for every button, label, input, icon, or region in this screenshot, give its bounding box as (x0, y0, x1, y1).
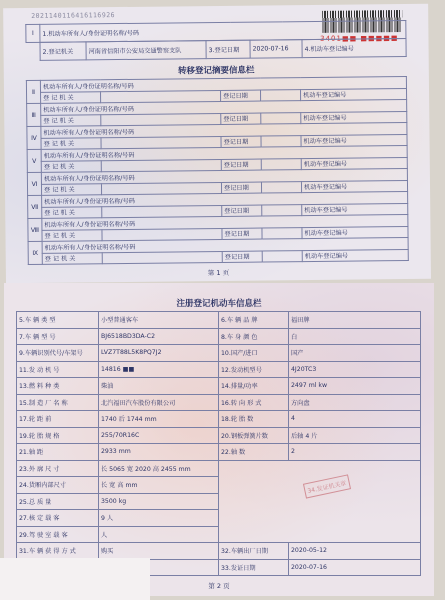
transfer-reg-no-label: 机动车登记编号 (301, 134, 407, 147)
vehicle-info-row (17, 394, 421, 411)
field-label-right: 6.车 辆 品 牌 (219, 312, 289, 329)
transfer-date-label: 登记日期 (220, 90, 260, 102)
transfer-row-number: Ⅳ (27, 126, 41, 149)
vehicle-info-row (17, 460, 421, 477)
transfer-reg-no-label: 机动车登记编号 (301, 157, 407, 170)
field-label-right: 14.排量/功率 (219, 378, 289, 395)
transfer-row-number: Ⅶ (28, 195, 42, 218)
transfer-owner-label: 机动车所有人/身份证明名称/号码 (41, 146, 407, 161)
vehicle-info-row (17, 378, 421, 395)
field-label-right: 16.转 向 形 式 (219, 394, 289, 411)
field-value-right: 福田牌 (289, 312, 421, 329)
transfer-date-value (261, 158, 301, 170)
field-label-left: 25.总 质 量 (17, 493, 99, 510)
issue-date-label: 33.发证日期 (219, 559, 289, 576)
field-label-right: 10.国产/进口 (219, 345, 289, 362)
field-value-right: 4 (289, 411, 421, 428)
vehicle-info-row (17, 328, 421, 345)
transfer-owner-label: 机动车所有人/身份证明名称/号码 (40, 77, 406, 92)
field-value-right: 2020-05-12 (289, 543, 421, 560)
date-value: 2020-07-16 (250, 40, 302, 59)
field-label-left: 11.发 动 机 号 (17, 361, 99, 378)
date-label: 3.登记日期 (206, 40, 250, 58)
field-label-left: 15.制 造 厂 名 称 (17, 394, 99, 411)
vehicle-info-title: 注册登记机动车信息栏 (176, 299, 262, 309)
vehicle-info-row (17, 345, 421, 362)
transfer-owner-label: 机动车所有人/身份证明名称/号码 (41, 100, 407, 115)
field-value-left: 长 宽 高 mm (99, 477, 219, 494)
serial-number: 2021140116416116926 (31, 11, 116, 20)
transfer-date-label: 登记日期 (222, 228, 262, 240)
field-value-right: 2497 ml kw (289, 378, 421, 395)
paper-scrap (0, 558, 150, 600)
transfer-section-title: 转移登记摘要信息栏 (177, 65, 255, 77)
field-label-left: 13.燃 料 种 类 (17, 378, 99, 395)
transfer-row-number: Ⅸ (28, 241, 42, 264)
field-label-right: 22.轴 数 (219, 444, 289, 461)
field-label-left: 17.轮 距 前 (17, 411, 99, 428)
field-label-left: 24.货厢内部尺寸 (17, 477, 99, 494)
field-value-left: 255/70R16C (99, 427, 219, 444)
page-number-2: 第 2 页 (208, 582, 230, 590)
transfer-reg-no-label: 机动车登记编号 (301, 111, 407, 124)
transfer-authority-label: 登 记 机 关 (41, 183, 101, 195)
transfer-reg-no-label: 机动车登记编号 (300, 88, 406, 101)
row-number: Ⅰ (26, 24, 40, 42)
field-value-left: 9 人 (99, 510, 219, 527)
vehicle-info-row (17, 427, 421, 444)
transfer-date-value (261, 112, 301, 124)
transfer-date-value (262, 250, 302, 262)
field-label-right: 18.轮 胎 数 (219, 411, 289, 428)
field-value-left: BJ6518BD3DA-C2 (99, 328, 219, 345)
transfer-date-value (262, 204, 302, 216)
stamp-area (219, 460, 421, 543)
transfer-authority-label: 登 记 机 关 (42, 229, 102, 241)
transfer-reg-no-label: 机动车登记编号 (302, 203, 408, 216)
transfer-owner-label: 机动车所有人/身份证明名称/号码 (41, 169, 407, 184)
transfer-date-label: 登记日期 (222, 251, 262, 263)
field-label-right: 12.发动机型号 (219, 361, 289, 378)
owner-label: 1.机动车所有人/身份证明名称/号码 (40, 21, 406, 43)
transfer-owner-label: 机动车所有人/身份证明名称/号码 (42, 215, 408, 230)
field-value-right: 方向盘 (289, 394, 421, 411)
registration-page-1 (3, 4, 431, 283)
field-label-left: 23.外 廓 尺 寸 (17, 460, 99, 477)
field-value-right: 2 (289, 444, 421, 461)
registration-page-2 (4, 283, 434, 596)
authority-value: 河南省信阳市公安局交通警察支队 (86, 41, 206, 60)
transfer-reg-no-label: 机动车登记编号 (302, 249, 408, 262)
field-label-left: 27.核 定 载 客 (17, 510, 99, 527)
field-value-right: 4J20TC3 (289, 361, 421, 378)
field-label-left: 31.车 辆 获 得 方 式 (17, 543, 99, 560)
red-code: 3401■■ ■■■■■ (320, 34, 399, 43)
transfer-date-label: 登记日期 (221, 182, 261, 194)
page-number-1: 第 1 页 (207, 268, 230, 278)
transfer-reg-no-label: 机动车登记编号 (301, 180, 407, 193)
issue-date-value: 2020-07-16 (289, 559, 421, 576)
field-label-right: 32.车辆出厂日期 (219, 543, 289, 560)
authority-label: 2.登记机关 (40, 42, 86, 60)
field-value-left: 2933 mm (99, 444, 219, 461)
field-value-right: 国产 (289, 345, 421, 362)
vehicle-info-table (16, 311, 421, 576)
field-label-left: 5.车 辆 类 型 (17, 312, 99, 329)
transfer-date-value (260, 89, 300, 101)
field-value-left: 小型普通客车 (99, 312, 219, 329)
transfer-authority-label: 登 记 机 关 (41, 91, 101, 103)
field-value-right: 后轴 4 片 (289, 427, 421, 444)
vehicle-info-row (17, 361, 421, 378)
transfer-date-value (261, 135, 301, 147)
transfer-authority-label: 登 记 机 关 (42, 206, 102, 218)
transfer-table (26, 76, 409, 265)
field-value-left: 3500 kg (99, 493, 219, 510)
field-value-right: 白 (289, 328, 421, 345)
field-value-left: 北汽福田汽车股份有限公司 (99, 394, 219, 411)
field-label-left: 9.车辆识别代号/车架号 (17, 345, 99, 362)
field-label-left: 29.驾 驶 室 载 客 (17, 526, 99, 543)
field-label-left: 21.轴 距 (17, 444, 99, 461)
transfer-authority-label: 登 记 机 关 (42, 252, 102, 264)
transfer-date-value (261, 181, 301, 193)
vehicle-info-row (17, 411, 421, 428)
field-value-left: LVZ7T88L5K8PQ7J2 (99, 345, 219, 362)
field-value-left: 购买 (99, 543, 219, 560)
transfer-date-label: 登记日期 (221, 113, 261, 125)
transfer-row-number: Ⅲ (27, 103, 41, 126)
field-label-right: 8.车 身 颜 色 (219, 328, 289, 345)
transfer-authority-value (102, 251, 222, 264)
transfer-row-number: Ⅷ (28, 218, 42, 241)
field-value-left: 1740 后 1744 mm (99, 411, 219, 428)
transfer-row-number: Ⅱ (26, 80, 40, 103)
transfer-authority-label: 登 记 机 关 (41, 137, 101, 149)
stamp-text: 34.发证机关章 (306, 479, 348, 496)
reg-no-label: 4.机动车登记编号 (302, 39, 406, 58)
transfer-date-label: 登记日期 (221, 136, 261, 148)
transfer-date-value (262, 227, 302, 239)
transfer-owner-label: 机动车所有人/身份证明名称/号码 (42, 238, 408, 253)
field-value-left: 柴油 (99, 378, 219, 395)
field-value-left: 人 (99, 526, 219, 543)
vehicle-info-row (17, 444, 421, 461)
transfer-authority-label: 登 记 机 关 (41, 160, 101, 172)
field-value-left: 14816 ■■ (99, 361, 219, 378)
registration-table (39, 38, 406, 61)
transfer-date-label: 登记日期 (222, 205, 262, 217)
field-label-left: 7.车 辆 型 号 (17, 328, 99, 345)
transfer-owner-label: 机动车所有人/身份证明名称/号码 (41, 123, 407, 138)
transfer-row-number: Ⅵ (27, 172, 41, 195)
field-value-left: 长 5065 宽 2020 高 2455 mm (99, 460, 219, 477)
vehicle-info-row (17, 543, 421, 560)
vehicle-info-row (17, 312, 421, 329)
transfer-authority-label: 登 记 机 关 (41, 114, 101, 126)
field-label-left: 19.轮 胎 规 格 (17, 427, 99, 444)
field-label-right: 20.钢板弹簧片数 (219, 427, 289, 444)
transfer-row-number: Ⅴ (27, 149, 41, 172)
transfer-date-label: 登记日期 (221, 159, 261, 171)
transfer-reg-no-label: 机动车登记编号 (302, 226, 408, 239)
transfer-owner-label: 机动车所有人/身份证明名称/号码 (42, 192, 408, 207)
